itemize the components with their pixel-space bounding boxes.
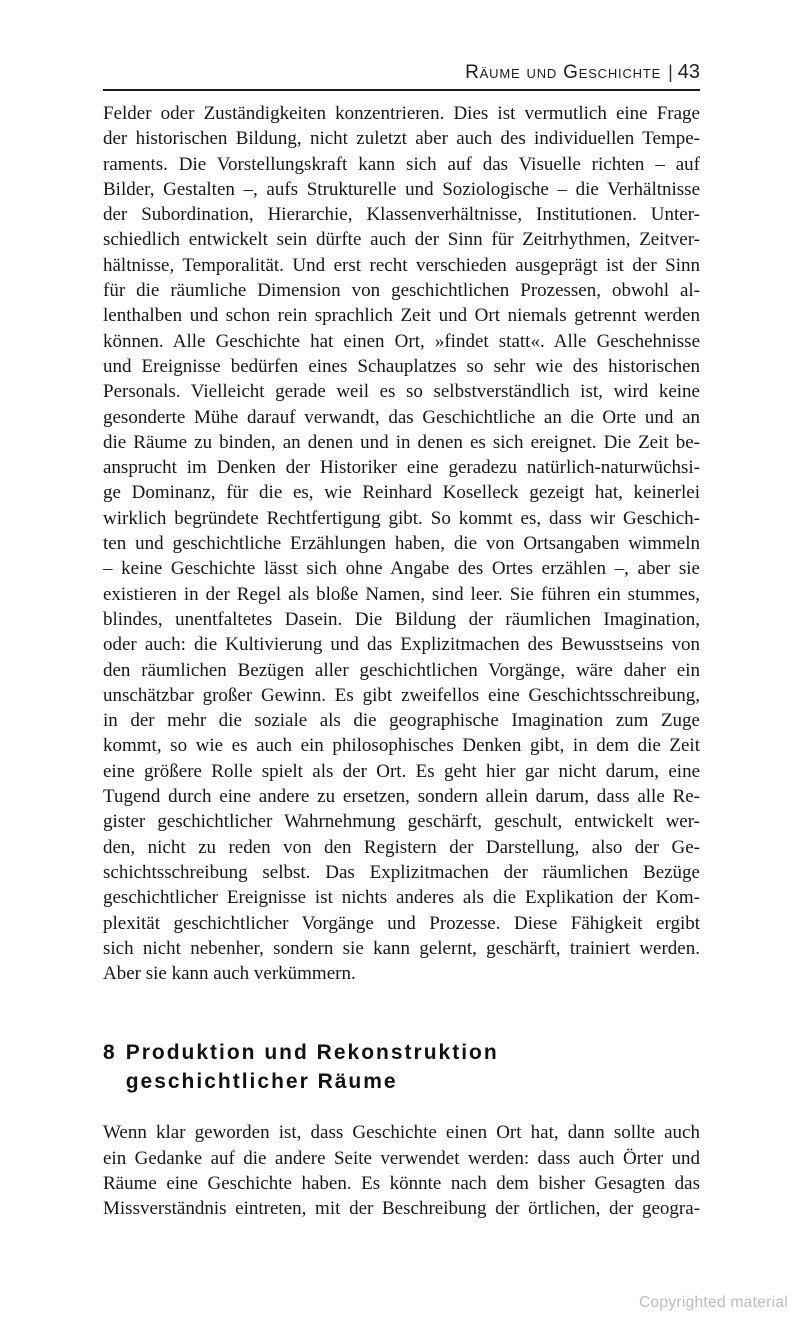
text-line: Missverständnis eintreten, mit der Beschreibung der örtlichen, der geogra- [103,1198,700,1220]
text-line: geschichtlicher Ereignisse ist nichts anderes als die Explikation der Kom- [103,887,700,909]
text-line: Aber sie kann auch verkümmern. [103,963,356,985]
text-line: wirklich begründete Rechtfertigung gibt. So kommt es, dass wir Geschich- [103,507,700,529]
copyright-watermark: Copyrighted material [638,1294,788,1311]
text-line: in der mehr die soziale als die geographische Imagination zum Zuge [103,710,700,732]
text-line: oder auch: die Kultivierung und das Explizitmachen des Bewusstseins von [103,634,700,656]
text-line: geschichtlicher Räume [125,1070,398,1094]
text-line: gesonderte Mühe darauf verwandt, das Geschichtliche an die Orte und an [103,406,700,428]
text-line: schiedlich entwickelt sein dürfte auch der Sinn für Zeitrhythmen, Zeitver- [103,229,700,251]
text-line: – keine Geschichte lässt sich ohne Angabe des Ortes erzählen –, aber sie [103,558,700,580]
section-number: 8 [103,1041,117,1065]
text-line: ten und geschichtliche Erzählungen haben, die von Ortsangaben wimmeln [103,533,700,555]
paragraph-main [103,101,700,986]
text-line: ge Dominanz, für die es, wie Reinhard Koselleck gezeigt hat, keinerlei [103,482,700,504]
text-line: und Ereignisse bedürfen eines Schauplatzes so sehr wie des historischen [103,355,700,377]
text-line: existieren in der Regel als bloße Namen, sind leer. Sie führen ein stummes, [103,583,700,605]
text-line: Bilder, Gestalten –, aufs Strukturelle und Soziologische – die Verhältnisse [103,178,700,200]
text-line: den räumlichen Bezügen aller geschichtlichen Vorgänge, wäre daher ein [103,659,700,681]
text-line: die Räume zu binden, an denen und in denen es sich ereignet. Die Zeit be- [103,431,700,453]
paragraph-second [103,1120,700,1221]
text-line: raments. Die Vorstellungskraft kann sich auf das Visuelle richten – auf [103,153,700,175]
text-line: den, nicht zu reden von den Registern der Darstellung, also der Ge- [103,836,700,858]
text-line: blindes, unentfaltetes Dasein. Die Bildung der räumlichen Imagination, [103,608,700,630]
text-line: Wenn klar geworden ist, dass Geschichte einen Ort hat, dann sollte auch [103,1122,700,1144]
text-line: hältnisse, Temporalität. Und erst recht verschieden ausgeprägt ist der Sinn [103,254,700,276]
page-number: 43 [677,61,700,83]
running-title: Räume und Geschichte [465,62,662,83]
text-line: eine größere Rolle spielt als der Ort. Es geht hier gar nicht darum, eine [103,760,700,782]
header-separator: | [668,62,673,82]
text-column [103,101,700,1222]
text-line: lenthalben und schon rein sprachlich Zeit und Ort niemals getrennt werden [103,305,700,327]
text-line: können. Alle Geschichte hat einen Ort, »findet statt«. Alle Geschehnisse [103,330,700,352]
text-line: Tugend durch eine andere zu ersetzen, sondern allein darum, dass alle Re- [103,786,700,808]
text-line: Produktion und Rekonstruktion [125,1041,499,1065]
text-line: ein Gedanke auf die andere Seite verwendet werden: dass auch Örter und [103,1147,700,1169]
text-line: Felder oder Zuständigkeiten konzentrieren. Dies ist vermutlich eine Frage [103,103,700,124]
text-line: der historischen Bildung, nicht zuletzt aber auch des individuellen Tempe- [103,128,700,150]
text-line: ansprucht im Denken der Historiker eine geradezu natürlich-naturwüchsi- [103,457,700,479]
text-line: sich nicht nebenher, sondern sie kann gelernt, geschärft, trainiert werden. [103,937,700,959]
running-head [103,61,700,91]
text-line: gister geschichtlicher Wahrnehmung geschärft, geschult, entwickelt wer- [103,811,700,833]
text-line: der Subordination, Hierarchie, Klassenverhältnisse, Institutionen. Unter- [103,204,700,226]
text-line: Personals. Vielleicht gerade weil es so selbstverständlich ist, wird keine [103,381,700,403]
text-line: Räume eine Geschichte haben. Es könnte nach dem bisher Gesagten das [103,1172,700,1194]
section-heading [103,1038,700,1096]
text-line: für die räumliche Dimension von geschichtlichen Prozessen, obwohl al- [103,280,700,302]
text-line: plexität geschichtlicher Vorgänge und Prozesse. Diese Fähigkeit ergibt [103,912,700,934]
text-line: schichtsschreibung selbst. Das Explizitmachen der räumlichen Bezüge [103,861,700,883]
section-heading-lines [126,1038,700,1096]
text-line: kommt, so wie es auch ein philosophisches Denken gibt, in dem die Zeit [103,735,700,757]
text-line: unschätzbar großer Gewinn. Es gibt zweifellos eine Geschichtsschreibung, [103,684,700,706]
